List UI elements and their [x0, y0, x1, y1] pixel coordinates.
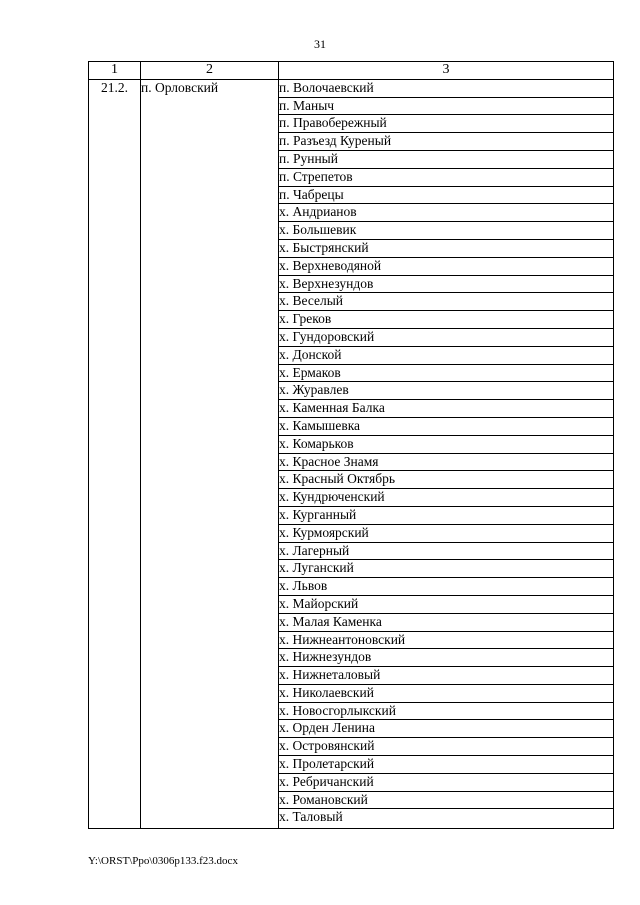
- settlement-cell: х. Кундрюченский: [279, 489, 614, 507]
- table-row: [89, 79, 614, 97]
- settlement-cell: х. Красный Октябрь: [279, 471, 614, 489]
- settlement-cell: х. Курмоярский: [279, 524, 614, 542]
- settlement-cell: х. Большевик: [279, 222, 614, 240]
- settlement-cell: х. Камышевка: [279, 417, 614, 435]
- settlement-cell: х. Греков: [279, 311, 614, 329]
- settlement-cell: п. Стрепетов: [279, 168, 614, 186]
- settlement-cell: х. Донской: [279, 346, 614, 364]
- settlement-cell: х. Львов: [279, 578, 614, 596]
- settlement-cell: х. Красное Знамя: [279, 453, 614, 471]
- table-header-row: [89, 62, 614, 80]
- settlement-cell: х. Верхнезундов: [279, 275, 614, 293]
- settlement-cell: х. Курганный: [279, 506, 614, 524]
- settlement-cell: х. Нижнеантоновский: [279, 631, 614, 649]
- settlement-cell: х. Гундоровский: [279, 328, 614, 346]
- column-header-1: 1: [89, 62, 141, 80]
- settlement-cell: х. Верхневодяной: [279, 257, 614, 275]
- settlement-cell: п. Рунный: [279, 150, 614, 168]
- settlement-cell: х. Островянский: [279, 738, 614, 756]
- settlement-cell: х. Нижнезундов: [279, 649, 614, 667]
- settlement-cell: х. Журавлев: [279, 382, 614, 400]
- settlement-cell: п. Правобережный: [279, 115, 614, 133]
- settlement-cell: х. Ребричанский: [279, 773, 614, 791]
- column-header-2: 2: [141, 62, 279, 80]
- settlements-table: [88, 61, 614, 829]
- settlement-cell: х. Пролетарский: [279, 756, 614, 774]
- settlement-cell: х. Майорский: [279, 595, 614, 613]
- page-number: 31: [314, 37, 326, 51]
- settlement-cell: х. Новосгорлыкский: [279, 702, 614, 720]
- settlement-cell: х. Веселый: [279, 293, 614, 311]
- settlement-cell: п. Чабрецы: [279, 186, 614, 204]
- settlement-cell: п. Маныч: [279, 97, 614, 115]
- settlement-cell: п. Разъезд Куреный: [279, 133, 614, 151]
- district-cell: п. Орловский: [141, 79, 279, 829]
- settlement-cell: х. Таловый: [279, 809, 614, 829]
- settlement-cell: х. Ермаков: [279, 364, 614, 382]
- settlement-cell: х. Орден Ленина: [279, 720, 614, 738]
- settlement-cell: х. Андрианов: [279, 204, 614, 222]
- settlement-cell: х. Романовский: [279, 791, 614, 809]
- settlement-cell: х. Лагерный: [279, 542, 614, 560]
- settlement-cell: х. Малая Каменка: [279, 613, 614, 631]
- row-number-cell: 21.2.: [89, 79, 141, 829]
- settlement-cell: х. Нижнеталовый: [279, 667, 614, 685]
- settlement-cell: х. Комарьков: [279, 435, 614, 453]
- footer-file-path: Y:\ORST\Ppo\0306p133.f23.docx: [88, 855, 238, 867]
- settlement-cell: х. Каменная Балка: [279, 400, 614, 418]
- settlement-cell: п. Волочаевский: [279, 79, 614, 97]
- settlement-cell: х. Луганский: [279, 560, 614, 578]
- settlement-cell: х. Быстрянский: [279, 239, 614, 257]
- column-header-3: 3: [279, 62, 614, 80]
- settlement-cell: х. Николаевский: [279, 684, 614, 702]
- table-body: [89, 79, 614, 829]
